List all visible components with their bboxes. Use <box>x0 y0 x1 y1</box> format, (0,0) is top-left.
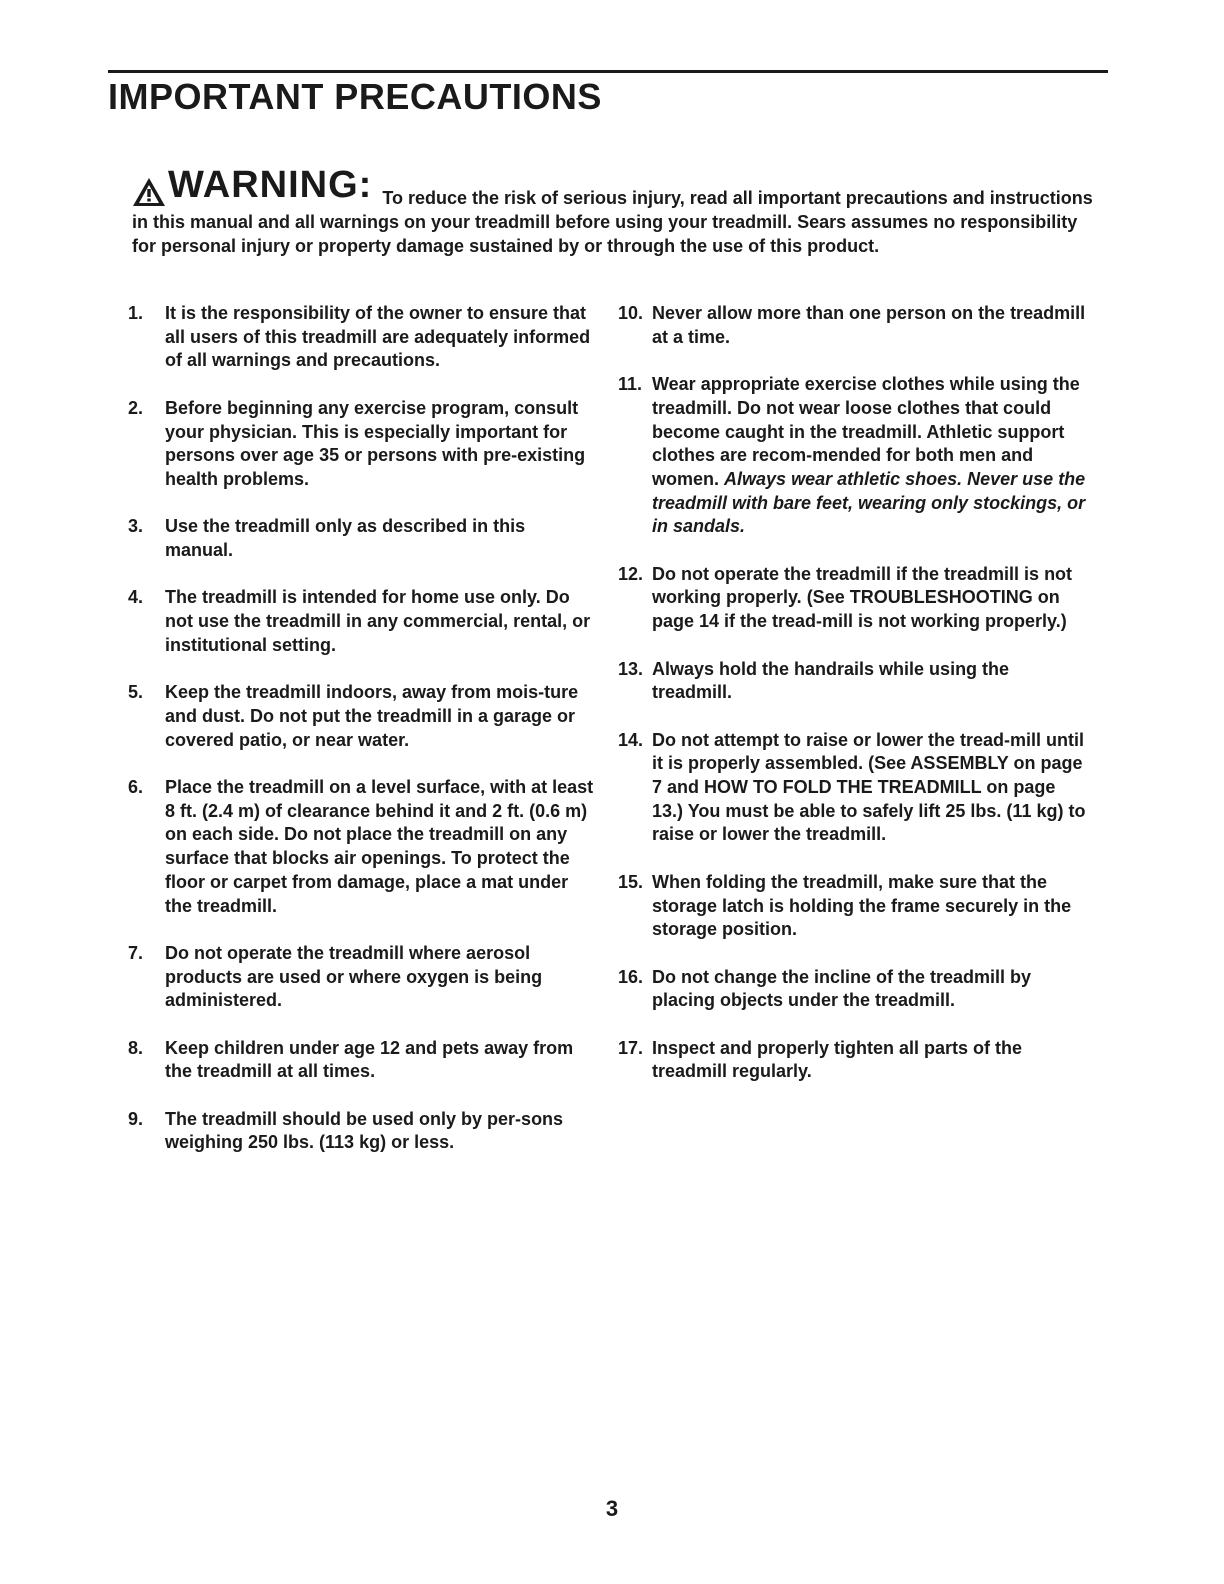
item-number: 12. <box>618 563 644 584</box>
precaution-item-6 <box>128 776 598 918</box>
precaution-item-2 <box>128 397 598 492</box>
item-text: Do not attempt to raise or lower the tread-mill until it is properly assembled. (See ASSEMBLY on page 7 and HOW TO FOLD THE TREADMILL on page 13.) You must be able to safely lift 25 lbs. (11 kg) to raise or lower the treadmill. <box>652 729 1086 845</box>
warning-colon: : <box>358 164 372 206</box>
item-text: Do not change the incline of the treadmill by placing objects under the treadmill. <box>652 966 1032 1011</box>
item-number: 11. <box>618 374 643 395</box>
precaution-item-9 <box>128 1108 598 1155</box>
item-number: 4. <box>128 587 144 608</box>
item-number: 16. <box>618 966 644 987</box>
item-text: When folding the treadmill, make sure that the storage latch is holding the frame securely in the storage position. <box>652 871 1072 940</box>
item-text: Do not operate the treadmill where aerosol products are used or where oxygen is being administered. <box>165 942 543 1011</box>
precaution-item-5 <box>128 681 598 752</box>
item-number: 5. <box>128 682 144 703</box>
item-text: Place the treadmill on a level surface, with at least 8 ft. (2.4 m) of clearance behind it and 2 ft. (0.6 m) on each side. Do not place the treadmill on any surface that blocks air openings. To protect the floor or carpet from damage, place a mat under the treadmill. <box>165 776 594 916</box>
item-number: 7. <box>128 942 144 963</box>
item-text-emphasis: Always wear athletic shoes. Never use the treadmill with bare feet, wearing only stockings, or in sandals. <box>652 468 1086 537</box>
item-number: 17. <box>618 1037 644 1058</box>
item-text-plain: Wear appropriate exercise clothes while using the treadmill. Do not wear loose clothes that could become caught in the treadmill. Athletic support clothes are recom-mended for both men and women. <box>652 374 1080 489</box>
item-number: 8. <box>128 1037 144 1058</box>
precaution-item-15 <box>618 871 1088 942</box>
item-text: It is the responsibility of the owner to ensure that all users of this treadmill are adequately informed of all warnings and precautions. <box>165 303 591 371</box>
warning-label: WARNING <box>168 164 359 206</box>
warning-heading <box>132 166 377 204</box>
item-number: 3. <box>128 516 144 537</box>
item-number: 9. <box>128 1108 144 1129</box>
item-text: Before beginning any exercise program, consult your physician. This is especially important for persons over age 35 or persons with pre-existing health problems. <box>165 397 586 489</box>
item-text: Do not operate the treadmill if the treadmill is not working properly. (See TROUBLESHOOTING on page 14 if the tread-mill is not working properly.) <box>652 563 1073 632</box>
precaution-item-17 <box>618 1037 1088 1084</box>
item-number: 15. <box>618 871 644 892</box>
precautions-left-column <box>128 302 598 1179</box>
item-number: 13. <box>618 658 644 679</box>
item-text: The treadmill should be used only by per-sons weighing 250 lbs. (113 kg) or less. <box>165 1108 564 1153</box>
item-text: Always hold the handrails while using the treadmill. <box>652 658 1010 703</box>
warning-block <box>132 166 1102 258</box>
top-rule <box>108 70 1108 73</box>
item-text: The treadmill is intended for home use only. Do not use the treadmill in any commercial, rental, or institutional setting. <box>165 587 591 655</box>
precaution-item-1 <box>128 302 598 373</box>
precaution-item-12 <box>618 563 1088 634</box>
precaution-item-14 <box>618 729 1088 848</box>
precaution-item-13 <box>618 658 1088 705</box>
precaution-item-7 <box>128 942 598 1013</box>
item-number: 14. <box>618 729 644 750</box>
item-number: 6. <box>128 776 144 797</box>
item-text: Keep children under age 12 and pets away from the treadmill at all times. <box>165 1037 574 1082</box>
precaution-item-3 <box>128 515 598 562</box>
precaution-item-10 <box>618 302 1088 349</box>
precaution-item-8 <box>128 1037 598 1084</box>
item-number: 1. <box>128 303 144 323</box>
item-number: 2. <box>128 397 144 418</box>
page-number: 3 <box>605 1496 619 1521</box>
item-number: 10. <box>618 303 644 323</box>
item-text <box>652 373 1088 539</box>
item-text: Use the treadmill only as described in this manual. <box>165 516 526 560</box>
warning-text: To reduce the risk of serious injury, read all important precautions and instructions in this manual and all warnings on your treadmill before using your treadmill. Sears assumes no responsibility for personal injury or property damage sustained by or through the use of this product. <box>132 188 1093 256</box>
precautions-right-column <box>618 302 1088 1108</box>
precaution-item-11 <box>618 373 1088 539</box>
precaution-item-4 <box>128 586 598 657</box>
page-title: IMPORTANT PRECAUTIONS <box>108 76 602 117</box>
warning-triangle-icon <box>132 177 166 207</box>
item-text: Never allow more than one person on the treadmill at a time. <box>652 303 1086 347</box>
item-text: Inspect and properly tighten all parts of the treadmill regularly. <box>652 1037 1023 1082</box>
precaution-item-16 <box>618 966 1088 1013</box>
item-text: Keep the treadmill indoors, away from mois-ture and dust. Do not put the treadmill in a garage or covered patio, or near water. <box>165 682 579 750</box>
